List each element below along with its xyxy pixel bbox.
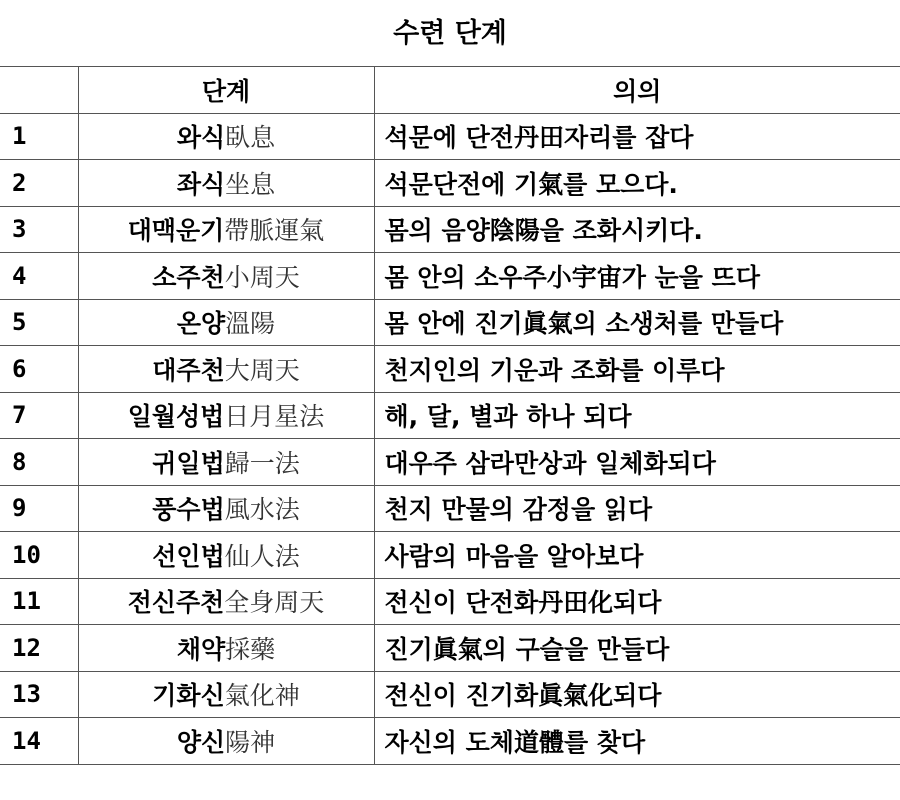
stage-name-cell xyxy=(78,299,374,346)
table-row xyxy=(0,160,900,207)
stage-number: 6 xyxy=(0,346,78,393)
stage-number: 7 xyxy=(0,392,78,439)
stage-name-cell xyxy=(78,625,374,672)
stage-name-cell xyxy=(78,346,374,393)
stage-meaning: 사람의 마음을 알아보다 xyxy=(374,532,900,579)
stage-name: 풍수법 xyxy=(152,495,225,525)
table-row xyxy=(0,671,900,718)
stage-meaning: 진기眞氣의 구슬을 만들다 xyxy=(374,625,900,672)
header-stage: 단계 xyxy=(78,67,374,114)
stage-name-cell xyxy=(78,160,374,207)
table-row xyxy=(0,392,900,439)
table-header-row xyxy=(0,67,900,114)
stage-name-hanja: 陽神 xyxy=(225,727,276,757)
stage-name-hanja: 仙人法 xyxy=(224,541,300,571)
stage-number: 1 xyxy=(0,113,78,160)
stage-name: 온양 xyxy=(176,309,226,339)
stage-name: 양신 xyxy=(176,727,226,757)
stage-number: 12 xyxy=(0,625,78,672)
stage-number: 9 xyxy=(0,485,78,532)
stage-name-hanja: 氣化神 xyxy=(224,681,300,711)
stage-name: 좌식 xyxy=(176,169,226,199)
stage-number: 11 xyxy=(0,578,78,625)
table-row xyxy=(0,113,900,160)
stage-name-hanja: 坐息 xyxy=(225,169,276,199)
training-stages-table xyxy=(0,66,900,765)
stage-meaning: 대우주 삼라만상과 일체화되다 xyxy=(374,439,900,486)
stage-meaning: 자신의 도체道體를 찾다 xyxy=(374,718,900,765)
table-row xyxy=(0,439,900,486)
stage-name-hanja: 全身周天 xyxy=(224,588,325,618)
stage-name-hanja: 日月星法 xyxy=(224,402,325,432)
stage-name-cell xyxy=(78,439,374,486)
table-row xyxy=(0,485,900,532)
stage-meaning: 천지인의 기운과 조화를 이루다 xyxy=(374,346,900,393)
stage-number: 2 xyxy=(0,160,78,207)
stage-name-hanja: 臥息 xyxy=(225,123,276,153)
stage-name-cell xyxy=(78,113,374,160)
stage-name: 대주천 xyxy=(152,355,225,385)
stage-name-cell xyxy=(78,718,374,765)
table-row xyxy=(0,718,900,765)
stage-name: 일월성법 xyxy=(127,402,225,432)
stage-name-hanja: 溫陽 xyxy=(225,309,276,339)
stage-name-cell xyxy=(78,206,374,253)
table-row xyxy=(0,346,900,393)
stage-name-hanja: 小周天 xyxy=(224,262,300,292)
stage-name-hanja: 風水法 xyxy=(224,495,300,525)
stage-number: 10 xyxy=(0,532,78,579)
stage-name-cell xyxy=(78,392,374,439)
table-row xyxy=(0,206,900,253)
stage-name: 소주천 xyxy=(152,262,225,292)
stage-name: 기화신 xyxy=(152,681,225,711)
stage-number: 14 xyxy=(0,718,78,765)
stage-meaning: 석문에 단전丹田자리를 잡다 xyxy=(374,113,900,160)
stage-number: 8 xyxy=(0,439,78,486)
stage-name-hanja: 帶脈運氣 xyxy=(224,216,325,246)
stage-number: 4 xyxy=(0,253,78,300)
stage-meaning: 천지 만물의 감정을 읽다 xyxy=(374,485,900,532)
stage-name-hanja: 採藥 xyxy=(225,634,276,664)
stage-meaning: 몸의 음양陰陽을 조화시키다. xyxy=(374,206,900,253)
table-row xyxy=(0,625,900,672)
table-row xyxy=(0,299,900,346)
stage-name: 채약 xyxy=(176,634,226,664)
stage-name: 와식 xyxy=(176,123,226,153)
stage-name-cell xyxy=(78,253,374,300)
stage-name: 귀일법 xyxy=(152,448,225,478)
table-title: 수련 단계 xyxy=(393,18,507,49)
stage-name-hanja: 歸一法 xyxy=(224,448,300,478)
stage-name: 선인법 xyxy=(152,541,225,571)
stage-meaning: 몸 안의 소우주小宇宙가 눈을 뜨다 xyxy=(374,253,900,300)
stage-number: 5 xyxy=(0,299,78,346)
table-row xyxy=(0,532,900,579)
stage-meaning: 전신이 단전화丹田化되다 xyxy=(374,578,900,625)
stage-name: 대맥운기 xyxy=(127,216,225,246)
header-number xyxy=(0,67,78,114)
stage-number: 13 xyxy=(0,671,78,718)
header-meaning: 의의 xyxy=(374,67,900,114)
table-row xyxy=(0,578,900,625)
stage-name-cell xyxy=(78,578,374,625)
stage-meaning: 몸 안에 진기眞氣의 소생처를 만들다 xyxy=(374,299,900,346)
stage-name: 전신주천 xyxy=(127,588,225,618)
stage-name-hanja: 大周天 xyxy=(224,355,300,385)
stage-meaning: 석문단전에 기氣를 모으다. xyxy=(374,160,900,207)
stage-meaning: 전신이 진기화眞氣化되다 xyxy=(374,671,900,718)
table-row xyxy=(0,253,900,300)
stage-name-cell xyxy=(78,532,374,579)
stage-name-cell xyxy=(78,671,374,718)
stage-name-cell xyxy=(78,485,374,532)
stage-meaning: 해, 달, 별과 하나 되다 xyxy=(374,392,900,439)
stage-number: 3 xyxy=(0,206,78,253)
